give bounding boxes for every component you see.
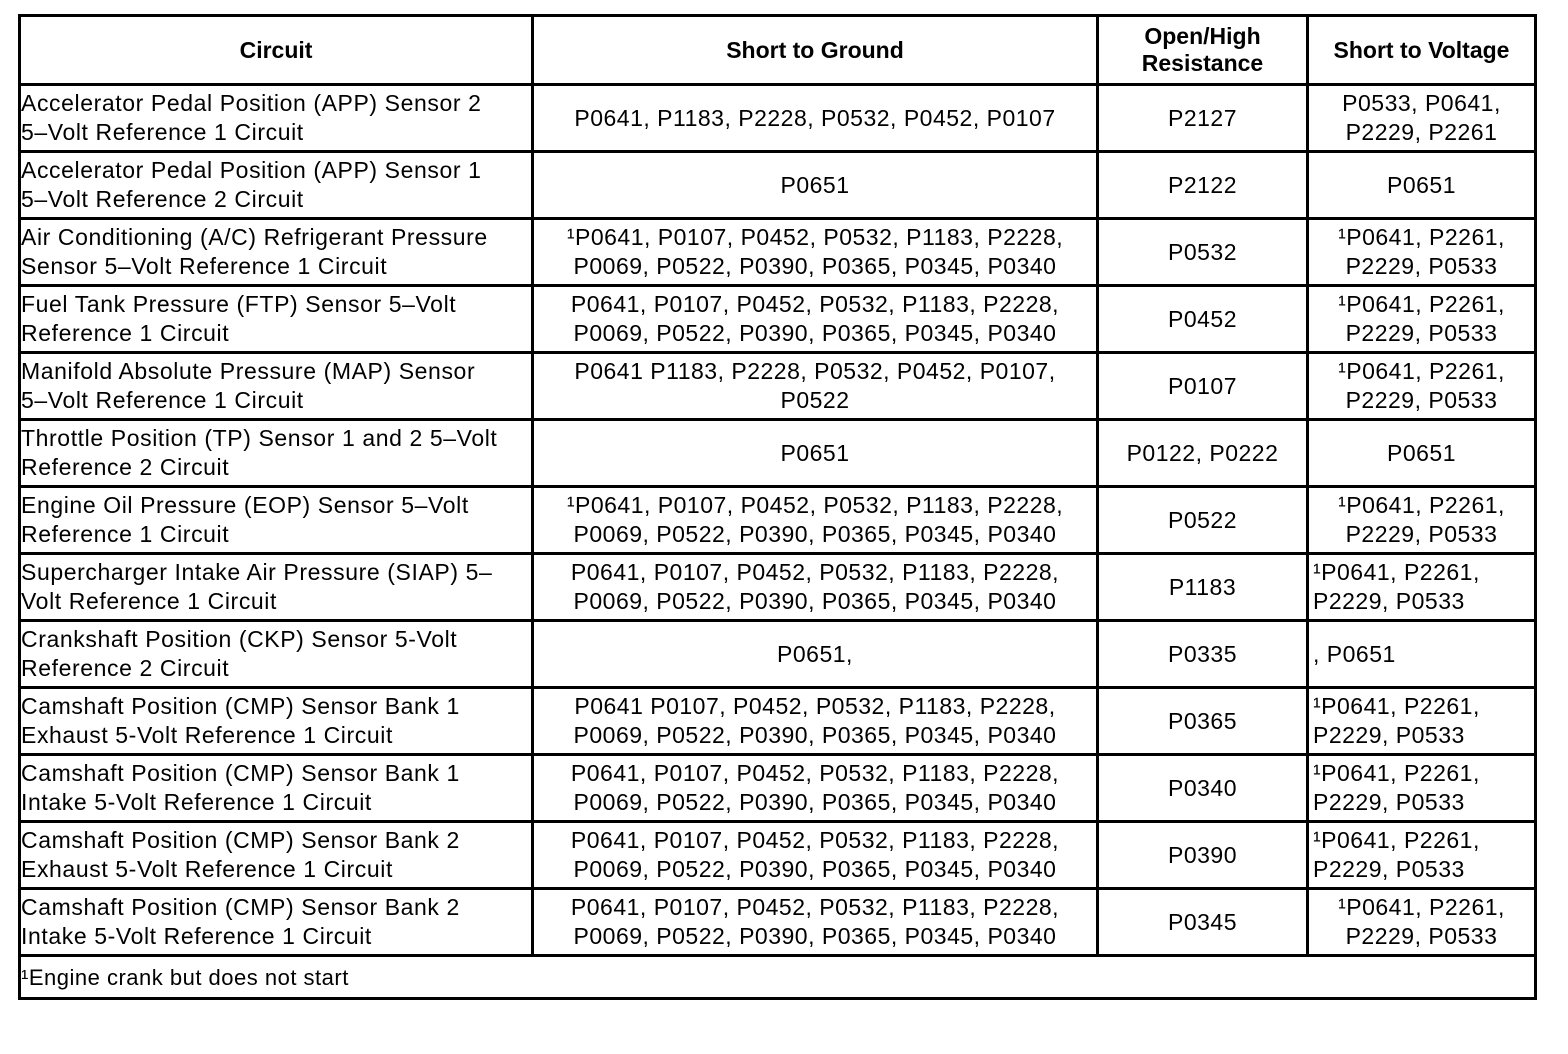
cell-short-to-voltage: , P0651 [1308,621,1536,688]
cell-short-to-ground: P0641, P0107, P0452, P0532, P1183, P2228, P0069, P0522, P0390, P0365, P0345, P0340 [533,755,1098,822]
table-row [20,152,1536,219]
table-row [20,822,1536,889]
cell-short-to-ground: P0651 [533,152,1098,219]
cell-open-high-resistance: P0365 [1098,688,1308,755]
cell-circuit: Accelerator Pedal Position (APP) Sensor 1 5–Volt Reference 2 Circuit [20,152,533,219]
table-row [20,554,1536,621]
table-row [20,621,1536,688]
cell-circuit: Camshaft Position (CMP) Sensor Bank 1 Intake 5-Volt Reference 1 Circuit [20,755,533,822]
cell-circuit: Engine Oil Pressure (EOP) Sensor 5–Volt Reference 1 Circuit [20,487,533,554]
cell-short-to-ground: P0651 [533,420,1098,487]
header-circuit: Circuit [20,16,533,85]
cell-open-high-resistance: P0452 [1098,286,1308,353]
cell-short-to-ground: P0641, P0107, P0452, P0532, P1183, P2228, P0069, P0522, P0390, P0365, P0345, P0340 [533,822,1098,889]
table-row [20,85,1536,152]
cell-open-high-resistance: P0335 [1098,621,1308,688]
cell-short-to-voltage: ¹P0641, P2261, P2229, P0533 [1308,554,1536,621]
cell-short-to-ground: P0641, P1183, P2228, P0532, P0452, P0107 [533,85,1098,152]
dtc-table-container [18,14,1534,1000]
cell-short-to-ground: P0641 P1183, P2228, P0532, P0452, P0107, P0522 [533,353,1098,420]
table-row [20,487,1536,554]
table-row [20,889,1536,956]
cell-open-high-resistance: P2122 [1098,152,1308,219]
cell-circuit: Accelerator Pedal Position (APP) Sensor 2 5–Volt Reference 1 Circuit [20,85,533,152]
cell-short-to-voltage: P0651 [1308,152,1536,219]
cell-short-to-voltage: ¹P0641, P2261, P2229, P0533 [1308,286,1536,353]
cell-open-high-resistance: P0107 [1098,353,1308,420]
cell-open-high-resistance: P0345 [1098,889,1308,956]
footnote: ¹Engine crank but does not start [20,956,1536,999]
cell-open-high-resistance: P0390 [1098,822,1308,889]
footnote-row [20,956,1536,999]
cell-short-to-ground: P0641, P0107, P0452, P0532, P1183, P2228, P0069, P0522, P0390, P0365, P0345, P0340 [533,554,1098,621]
cell-open-high-resistance: P0122, P0222 [1098,420,1308,487]
cell-circuit: Air Conditioning (A/C) Refrigerant Pressure Sensor 5–Volt Reference 1 Circuit [20,219,533,286]
cell-short-to-ground: P0641, P0107, P0452, P0532, P1183, P2228, P0069, P0522, P0390, P0365, P0345, P0340 [533,889,1098,956]
cell-circuit: Manifold Absolute Pressure (MAP) Sensor 5–Volt Reference 1 Circuit [20,353,533,420]
cell-short-to-ground: ¹P0641, P0107, P0452, P0532, P1183, P2228, P0069, P0522, P0390, P0365, P0345, P0340 [533,487,1098,554]
table-row [20,219,1536,286]
cell-short-to-voltage: P0533, P0641, P2229, P2261 [1308,85,1536,152]
cell-short-to-ground: P0641, P0107, P0452, P0532, P1183, P2228, P0069, P0522, P0390, P0365, P0345, P0340 [533,286,1098,353]
table-row [20,420,1536,487]
cell-short-to-ground: ¹P0641, P0107, P0452, P0532, P1183, P2228, P0069, P0522, P0390, P0365, P0345, P0340 [533,219,1098,286]
table-row [20,353,1536,420]
cell-open-high-resistance: P0340 [1098,755,1308,822]
cell-short-to-voltage: ¹P0641, P2261, P2229, P0533 [1308,353,1536,420]
cell-circuit: Camshaft Position (CMP) Sensor Bank 1 Exhaust 5-Volt Reference 1 Circuit [20,688,533,755]
cell-short-to-voltage: ¹P0641, P2261, P2229, P0533 [1308,219,1536,286]
cell-open-high-resistance: P1183 [1098,554,1308,621]
table-header-row [20,16,1536,85]
cell-short-to-ground: P0651, [533,621,1098,688]
dtc-circuit-table [18,14,1537,1000]
cell-circuit: Fuel Tank Pressure (FTP) Sensor 5–Volt Reference 1 Circuit [20,286,533,353]
cell-circuit: Throttle Position (TP) Sensor 1 and 2 5–Volt Reference 2 Circuit [20,420,533,487]
cell-circuit: Camshaft Position (CMP) Sensor Bank 2 Intake 5-Volt Reference 1 Circuit [20,889,533,956]
cell-circuit: Crankshaft Position (CKP) Sensor 5-Volt Reference 2 Circuit [20,621,533,688]
header-short-to-ground: Short to Ground [533,16,1098,85]
cell-open-high-resistance: P0532 [1098,219,1308,286]
table-row [20,688,1536,755]
cell-circuit: Supercharger Intake Air Pressure (SIAP) 5– Volt Reference 1 Circuit [20,554,533,621]
cell-short-to-ground: P0641 P0107, P0452, P0532, P1183, P2228, P0069, P0522, P0390, P0365, P0345, P0340 [533,688,1098,755]
header-short-to-voltage: Short to Voltage [1308,16,1536,85]
cell-circuit: Camshaft Position (CMP) Sensor Bank 2 Exhaust 5-Volt Reference 1 Circuit [20,822,533,889]
cell-short-to-voltage: ¹P0641, P2261, P2229, P0533 [1308,822,1536,889]
cell-short-to-voltage: ¹P0641, P2261, P2229, P0533 [1308,487,1536,554]
cell-open-high-resistance: P2127 [1098,85,1308,152]
table-row [20,286,1536,353]
cell-short-to-voltage: ¹P0641, P2261, P2229, P0533 [1308,755,1536,822]
cell-open-high-resistance: P0522 [1098,487,1308,554]
cell-short-to-voltage: ¹P0641, P2261, P2229, P0533 [1308,889,1536,956]
header-open-high-resistance: Open/High Resistance [1098,16,1308,85]
cell-short-to-voltage: ¹P0641, P2261, P2229, P0533 [1308,688,1536,755]
table-row [20,755,1536,822]
cell-short-to-voltage: P0651 [1308,420,1536,487]
